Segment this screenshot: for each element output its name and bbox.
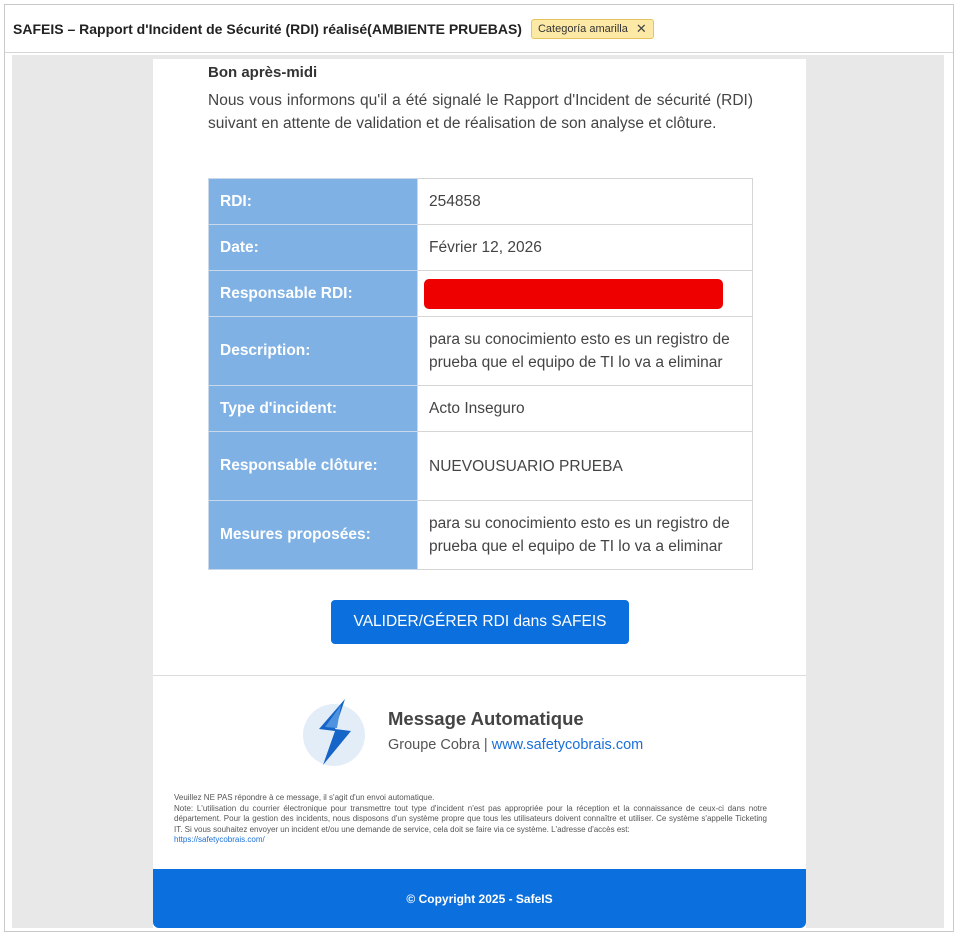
- company-name: Groupe Cobra |: [388, 737, 492, 753]
- row-label: Description:: [209, 317, 418, 386]
- safeis-logo-icon: [301, 695, 367, 769]
- row-value: Février 12, 2026: [418, 225, 753, 271]
- subject-bar: [5, 5, 953, 53]
- table-row: [209, 501, 753, 570]
- signature-title: Message Automatique: [388, 708, 584, 729]
- table-row: [209, 386, 753, 432]
- row-label: RDI:: [209, 179, 418, 225]
- row-value: NUEVOUSUARIO PRUEBA: [418, 432, 753, 501]
- table-row: [209, 225, 753, 271]
- website-link[interactable]: www.safetycobrais.com: [491, 737, 644, 753]
- divider: [153, 675, 806, 676]
- row-value: 254858: [418, 179, 753, 225]
- access-link[interactable]: https://safetycobrais.com/: [174, 835, 265, 844]
- email-subject: SAFEIS – Rapport d'Incident de Sécurité (RDI) réalisé(AMBIENTE PRUEBAS): [13, 20, 522, 37]
- rdi-details-table: [208, 178, 753, 570]
- copyright-text: © Copyright 2025 - SafeIS: [406, 891, 553, 906]
- disclaimer-text: [174, 793, 767, 846]
- row-label: Responsable RDI:: [209, 271, 418, 317]
- email-card: [153, 59, 806, 928]
- footer-bar: [153, 869, 806, 928]
- row-label: Date:: [209, 225, 418, 271]
- row-value: Acto Inseguro: [418, 386, 753, 432]
- row-label: Mesures proposées:: [209, 501, 418, 570]
- close-icon[interactable]: ✕: [635, 20, 647, 36]
- table-row: [209, 317, 753, 386]
- disclaimer-note: Note: L'utilisation du courrier électronique pour transmettre tout type d'incident n'est pas appropriée pour la réception et la connaissance de ceux-ci dans notre département. Pour la gestion des incidents, nous disposons d'un système propre que tous les utilisateurs doivent connaître et utiliser. Ce système s'appelle Ticketing IT. Si vous souhaitez envoyer un incident et/ou une demande de service, cela doit se faire via ce système. L'adresse d'accès est:: [174, 803, 767, 834]
- redacted-block: [424, 279, 723, 309]
- row-value: para su conocimiento esto es un registro de prueba que el equipo de TI lo va a eliminar: [418, 317, 753, 386]
- table-row: [209, 271, 753, 317]
- category-tag-label: Categoría amarilla: [537, 22, 628, 35]
- row-label: Responsable clôture:: [209, 432, 418, 501]
- disclaimer-line: Veuillez NE PAS répondre à ce message, il s'agit d'un envoi automatique.: [174, 793, 435, 802]
- row-value: [418, 271, 753, 317]
- table-row: [209, 179, 753, 225]
- row-value: para su conocimiento esto es un registro de prueba que el equipo de TI lo va a eliminar: [418, 501, 753, 570]
- signature-company: [388, 737, 643, 753]
- validate-rdi-button[interactable]: VALIDER/GÉRER RDI dans SAFEIS: [331, 600, 629, 644]
- greeting: Bon après-midi: [208, 64, 318, 81]
- row-label: Type d'incident:: [209, 386, 418, 432]
- category-tag[interactable]: [531, 19, 654, 39]
- intro-text: Nous vous informons qu'il a été signalé le Rapport d'Incident de sécurité (RDI) suivant en attente de validation et de réalisation de son analyse et clôture.: [208, 92, 753, 132]
- table-row: [209, 432, 753, 501]
